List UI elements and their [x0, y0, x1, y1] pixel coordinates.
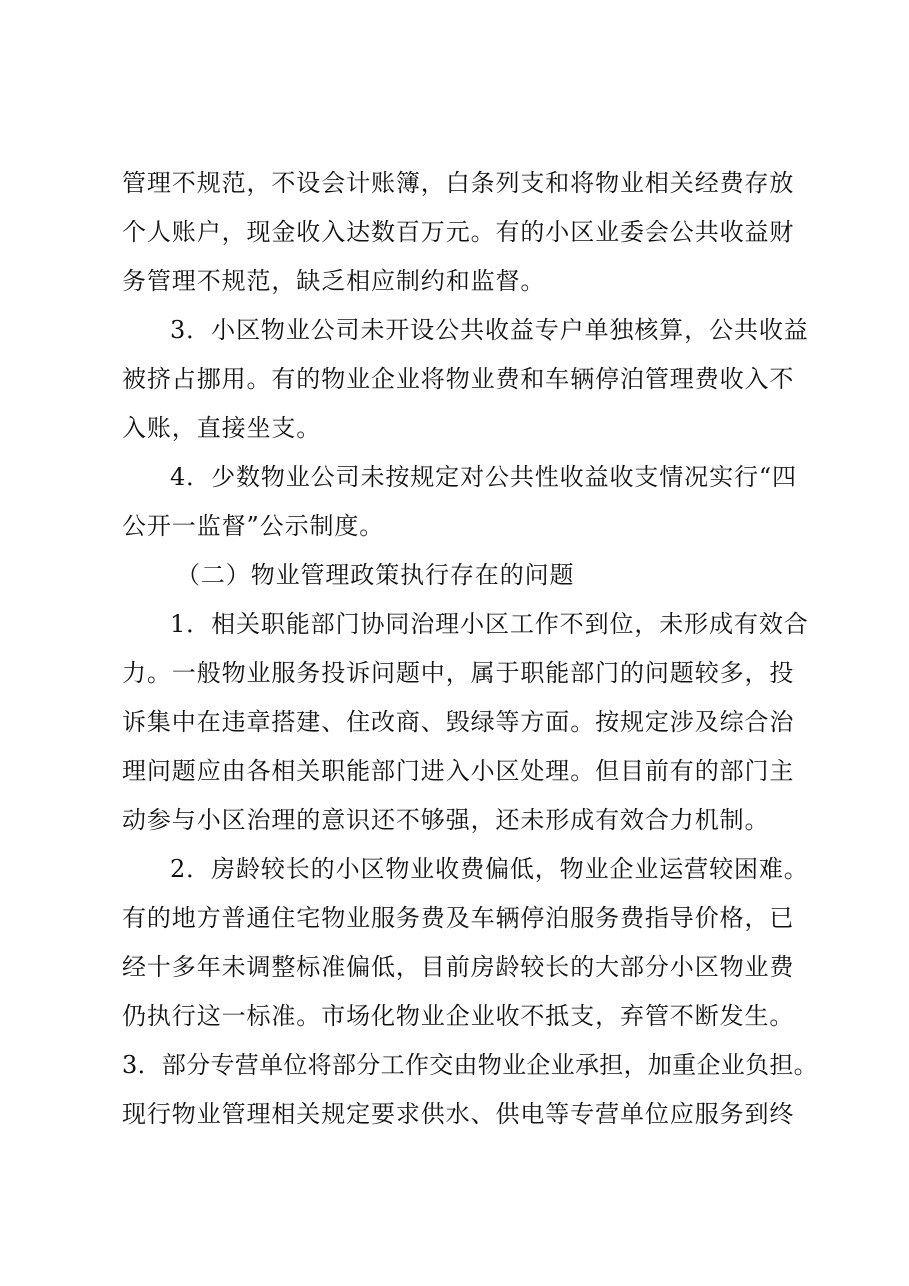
text-line: 1．相关职能部门协同治理小区工作不到位，未形成有效合 — [170, 610, 809, 638]
text-line: 入账，直接坐支。 — [122, 414, 322, 442]
text-line: 理问题应由各相关职能部门进入小区处理。但目前有的部门主 — [122, 757, 795, 785]
text-line: 个人账户，现金收入达数百万元。有的小区业委会公共收益财 — [122, 218, 795, 246]
text-line: 务管理不规范，缺乏相应制约和监督。 — [122, 267, 546, 295]
text-line: 经十多年未调整标准偏低，目前房龄较长的大部分小区物业费 — [122, 953, 795, 981]
text-line: 管理不规范，不设会计账簿，白条列支和将物业相关经费存放 — [122, 169, 795, 197]
text-line: 有的地方普通住宅物业服务费及车辆停泊服务费指导价格，已 — [122, 904, 795, 932]
text-line: 动参与小区治理的意识还不够强，还未形成有效合力机制。 — [122, 806, 770, 834]
text-line: 3．小区物业公司未开设公共收益专户单独核算，公共收益 — [170, 316, 809, 344]
text-line: 仍执行这一标准。市场化物业企业收不抵支，弃管不断发生。 — [122, 1002, 795, 1030]
section-heading: （二）物业管理政策执行存在的问题 — [176, 561, 575, 589]
text-line: 诉集中在违章搭建、住改商、毁绿等方面。按规定涉及综合治 — [122, 708, 795, 736]
text-line: 4．少数物业公司未按规定对公共性收益收支情况实行“四 — [170, 463, 797, 491]
text-line: 公开一监督”公示制度。 — [122, 512, 385, 540]
text-line: 力。一般物业服务投诉问题中，属于职能部门的问题较多，投 — [122, 659, 795, 687]
text-line: 被挤占挪用。有的物业企业将物业费和车辆停泊管理费收入不 — [122, 365, 795, 393]
text-line: 现行物业管理相关规定要求供水、供电等专营单位应服务到终 — [122, 1100, 795, 1128]
text-line: 3．部分专营单位将部分工作交由物业企业承担，加重企业负担。 — [122, 1051, 818, 1079]
text-line: 2．房龄较长的小区物业收费偏低，物业企业运营较困难。 — [170, 855, 809, 883]
